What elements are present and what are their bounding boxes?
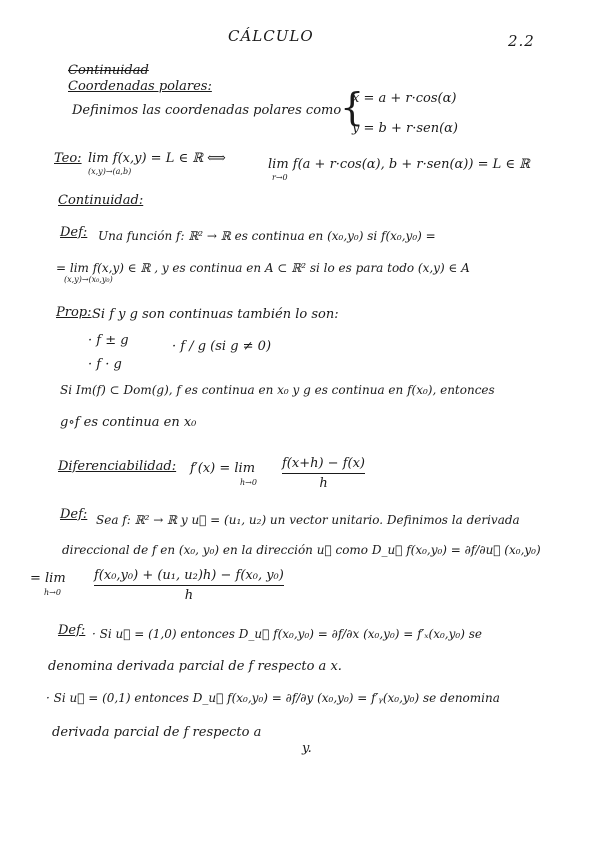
partials-line3: · Si u⃗ = (0,1) entonces D_u⃗ f(x₀,y₀) = ∂f/∂y (x₀,y₀) = f′ᵧ(x₀,y₀) se denomina bbox=[46, 691, 500, 705]
theorem-rhs: lim f(a + r·cos(α), b + r·sen(α)) = L ∈ ℝ bbox=[268, 157, 530, 172]
theorem-rhs-limit: r→0 bbox=[272, 173, 288, 182]
partials-line4: derivada parcial de f respecto a bbox=[52, 725, 262, 740]
derivative-denominator: h bbox=[319, 476, 328, 491]
theorem-lhs-limit: (x,y)→(a,b) bbox=[88, 167, 132, 176]
polar-eq-x: x = a + r·cos(α) bbox=[352, 91, 457, 106]
directional-formula-prefix: = lim bbox=[30, 571, 66, 586]
continuity-def-line2: = lim f(x,y) ∈ ℝ , y es continua en A ⊂ ℝ² si lo es para todo (x,y) ∈ A bbox=[56, 261, 470, 275]
section-heading-continuity: Continuidad: bbox=[58, 193, 144, 208]
polar-eq-y: y = b + r·sen(α) bbox=[352, 121, 458, 136]
fraction-bar bbox=[94, 585, 284, 586]
prop-label: Prop: bbox=[56, 305, 92, 320]
derivative-formula-lhs: f′(x) = lim bbox=[190, 461, 256, 476]
prop-item-quotient: · f / g (si g ≠ 0) bbox=[172, 339, 272, 354]
brace-symbol: { bbox=[340, 85, 365, 129]
prop-item-sum: · f ± g bbox=[88, 333, 129, 348]
polar-definition: Definimos las coordenadas polares como bbox=[72, 103, 342, 118]
partials-def-label: Def: bbox=[58, 623, 86, 638]
directional-line2: direccional de f en (x₀, y₀) en la dirección u⃗ como D_u⃗ f(x₀,y₀) = ∂f/∂u⃗ (x₀,y₀) bbox=[62, 543, 541, 557]
page-number: 2.2 bbox=[508, 32, 535, 50]
theorem-lhs: lim f(x,y) = L ∈ ℝ ⟺ bbox=[88, 151, 226, 166]
directional-line1: Sea f: ℝ² → ℝ y u⃗ = (u₁, u₂) un vector unitario. Definimos la derivada bbox=[96, 513, 520, 527]
composition-line2: g∘f es continua en x₀ bbox=[60, 415, 197, 430]
derivative-numerator: f(x+h) − f(x) bbox=[282, 456, 365, 471]
directional-numerator: f(x₀,y₀) + (u₁, u₂)h) − f(x₀, y₀) bbox=[94, 568, 284, 583]
theorem-label: Teo: bbox=[54, 151, 82, 166]
fraction-bar bbox=[282, 473, 365, 474]
directional-fraction bbox=[94, 568, 284, 603]
directional-def-label: Def: bbox=[60, 507, 88, 522]
derivative-fraction bbox=[282, 456, 365, 491]
derivative-limit-sub: h→0 bbox=[240, 478, 257, 487]
prop-item-product: · f · g bbox=[88, 357, 122, 372]
partials-line2: denomina derivada parcial de f respecto a x. bbox=[48, 659, 342, 674]
continuity-limit-sub: (x,y)→(x₀,y₀) bbox=[64, 275, 113, 284]
page-title: CÁLCULO bbox=[228, 27, 314, 45]
composition-line1: Si Im(f) ⊂ Dom(g), f es continua en x₀ y g es continua en f(x₀), entonces bbox=[60, 383, 495, 397]
directional-limit-sub: h→0 bbox=[44, 588, 61, 597]
continuity-def-label: Def: bbox=[60, 225, 88, 240]
crossed-out-heading: Continuidad bbox=[68, 63, 149, 78]
prop-text: Si f y g son continuas también lo son: bbox=[92, 307, 339, 322]
partials-line1: · Si u⃗ = (1,0) entonces D_u⃗ f(x₀,y₀) = ∂f/∂x (x₀,y₀) = f′ₓ(x₀,y₀) se bbox=[92, 627, 482, 641]
directional-denominator: h bbox=[184, 588, 194, 603]
continuity-def-line1: Una función f: ℝ² → ℝ es continua en (x₀,y₀) si f(x₀,y₀) = bbox=[98, 229, 436, 243]
section-heading-polar: Coordenadas polares: bbox=[68, 79, 212, 94]
partials-line5: y. bbox=[302, 741, 312, 756]
section-heading-differentiability: Diferenciabilidad: bbox=[58, 459, 177, 474]
